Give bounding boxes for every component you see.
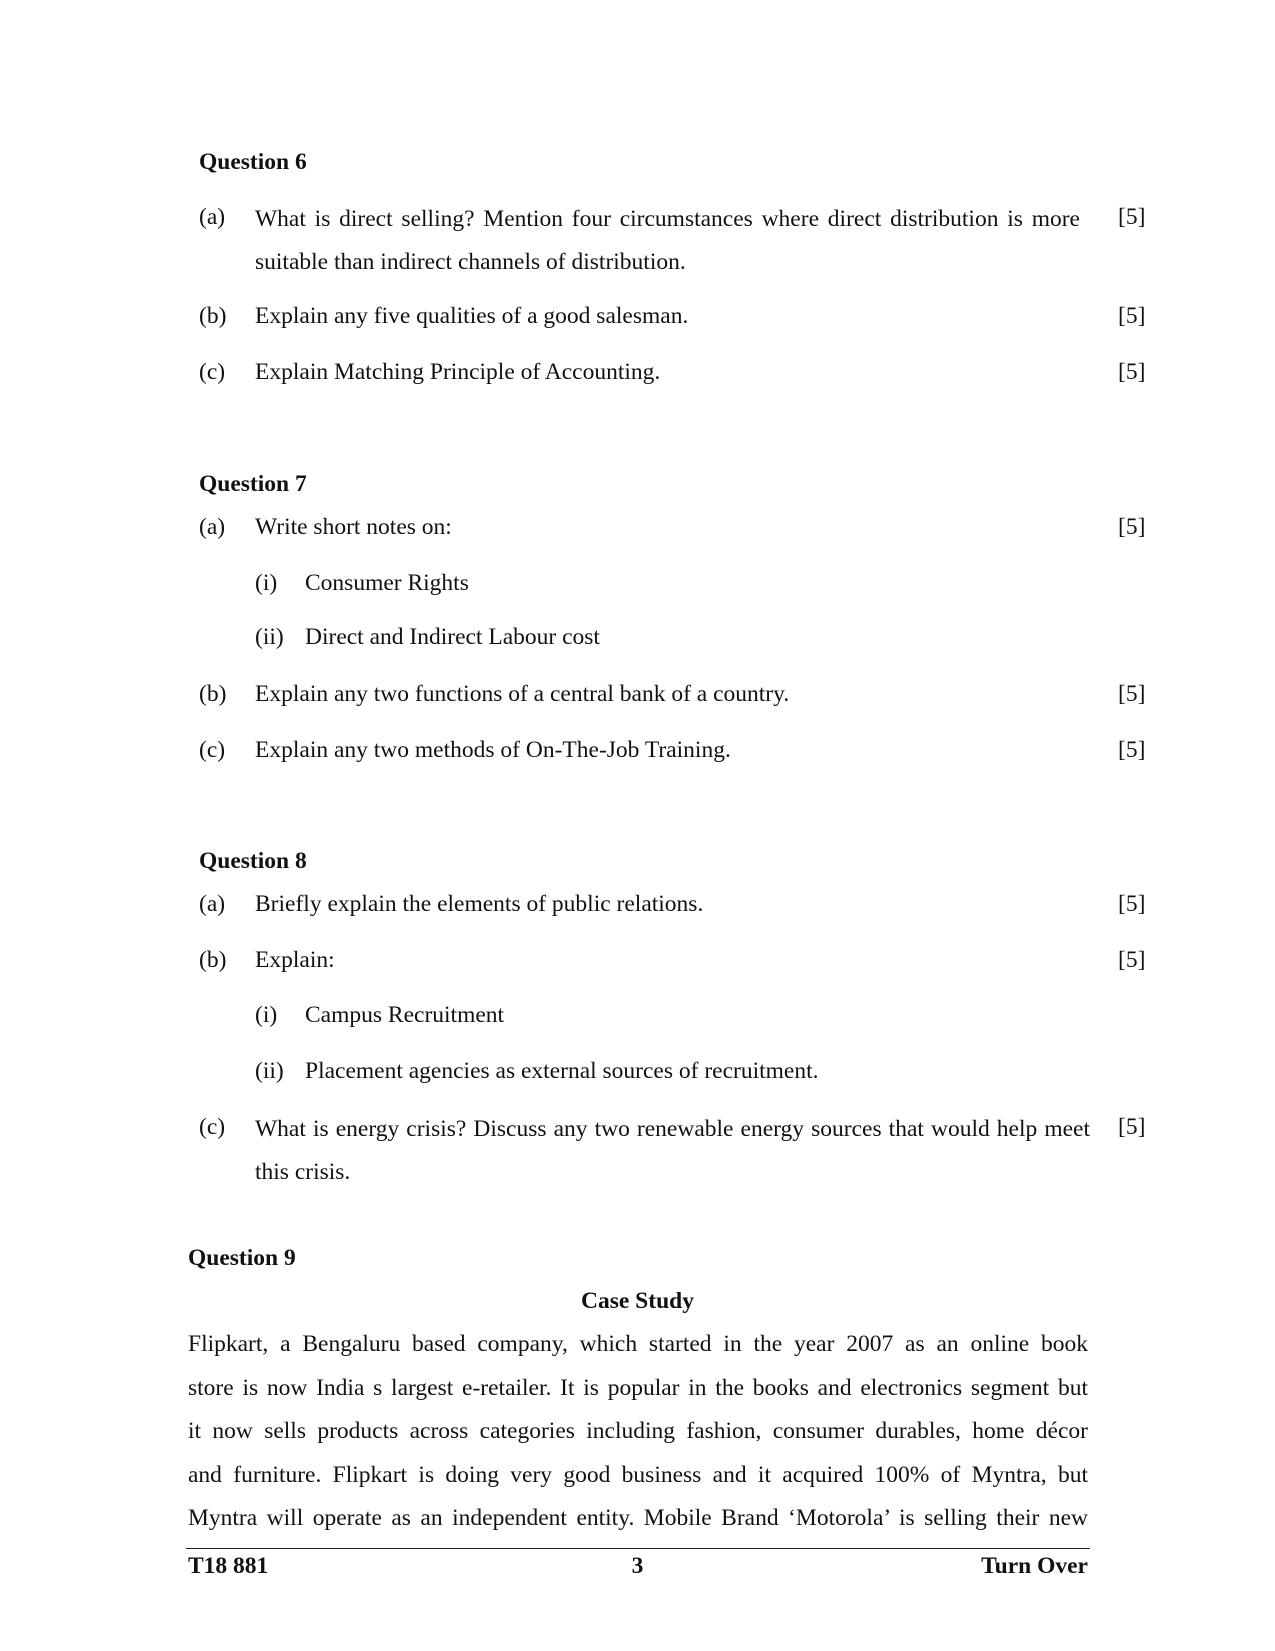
case-study-line-1: Flipkart, a Bengaluru based company, which started in the year 2007 as an online book bbox=[188, 1331, 1088, 1357]
q7-a-ii-label: (ii) bbox=[255, 624, 284, 650]
question-9-title: Question 9 bbox=[188, 1245, 296, 1271]
q7-b-text: Explain any two functions of a central bank of a country. bbox=[255, 681, 790, 707]
q8-b-i-label: (i) bbox=[255, 1002, 278, 1028]
q7-a-text: Write short notes on: bbox=[255, 514, 452, 540]
q8-b-ii-label: (ii) bbox=[255, 1058, 284, 1084]
q6-c-label: (c) bbox=[199, 359, 226, 385]
q6-b-marks: [5] bbox=[1118, 303, 1146, 329]
q6-b-label: (b) bbox=[199, 303, 227, 329]
q6-c-text: Explain Matching Principle of Accounting. bbox=[255, 359, 661, 385]
q8-a-label: (a) bbox=[199, 891, 226, 917]
q6-b-text: Explain any five qualities of a good salesman. bbox=[255, 303, 689, 329]
q7-a-marks: [5] bbox=[1118, 514, 1146, 540]
q8-a-marks: [5] bbox=[1118, 891, 1146, 917]
q7-a-ii-text: Direct and Indirect Labour cost bbox=[305, 624, 600, 650]
q7-c-text: Explain any two methods of On-The-Job Training. bbox=[255, 737, 731, 763]
q8-b-i-text: Campus Recruitment bbox=[305, 1002, 505, 1028]
footer-rule bbox=[186, 1548, 1090, 1549]
q7-a-i-text: Consumer Rights bbox=[305, 570, 469, 596]
q8-c-label: (c) bbox=[199, 1114, 226, 1140]
q7-b-label: (b) bbox=[199, 681, 227, 707]
q8-b-text: Explain: bbox=[255, 947, 335, 973]
q6-a-text: What is direct selling? Mention four circumstances where direct distribution is more suitable than indirect channels of distribution. bbox=[255, 206, 1080, 275]
q8-b-marks: [5] bbox=[1118, 947, 1146, 973]
case-study-line-3: it now sells products across categories including fashion, consumer durables, home décor bbox=[188, 1418, 1088, 1444]
q7-a-i-label: (i) bbox=[255, 570, 278, 596]
case-study-heading: Case Study bbox=[581, 1288, 694, 1314]
case-study-line-2: store is now India s largest e-retailer. It is popular in the books and electronics segment but bbox=[188, 1374, 1088, 1401]
q8-b-ii-text: Placement agencies as external sources of recruitment. bbox=[305, 1058, 819, 1084]
question-7-title: Question 7 bbox=[199, 471, 307, 497]
case-study-paragraph bbox=[188, 1323, 1088, 1541]
q6-c-marks: [5] bbox=[1118, 359, 1146, 385]
q6-a-marks: [5] bbox=[1118, 204, 1146, 230]
q7-c-marks: [5] bbox=[1118, 737, 1146, 763]
footer-paper-code: T18 881 bbox=[188, 1553, 269, 1579]
q6-a-label: (a) bbox=[199, 204, 226, 230]
q8-b-label: (b) bbox=[199, 947, 227, 973]
q7-a-label: (a) bbox=[199, 514, 226, 540]
q7-c-label: (c) bbox=[199, 737, 226, 763]
footer-turn-over: Turn Over bbox=[981, 1553, 1088, 1579]
footer-page-number: 3 bbox=[631, 1553, 644, 1579]
q8-c-marks: [5] bbox=[1118, 1114, 1146, 1140]
case-study-line-4: and furniture. Flipkart is doing very good business and it acquired 100% of Myntra, but bbox=[188, 1461, 1088, 1488]
case-study-line-5: Myntra will operate as an independent entity. Mobile Brand ‘Motorola’ is selling their new bbox=[188, 1505, 1088, 1531]
question-8-title: Question 8 bbox=[199, 848, 307, 874]
q8-a-text: Briefly explain the elements of public relations. bbox=[255, 891, 704, 917]
q8-c-text: What is energy crisis? Discuss any two renewable energy sources that would help meet this crisis. bbox=[255, 1116, 1090, 1185]
question-6-title: Question 6 bbox=[199, 149, 307, 175]
q7-b-marks: [5] bbox=[1118, 681, 1146, 707]
